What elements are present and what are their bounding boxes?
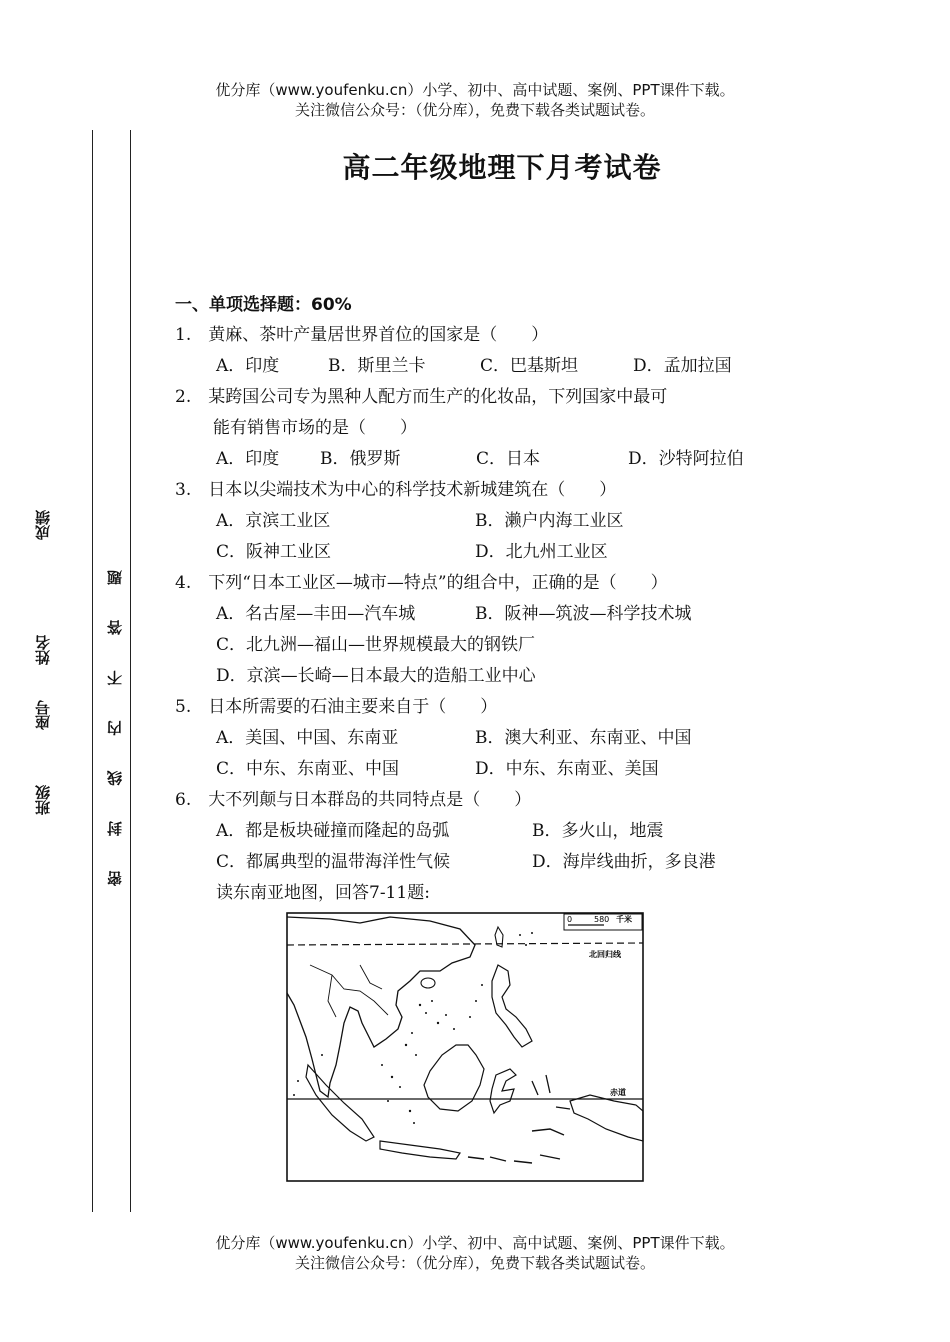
header-line-1: 优分库（www.youfenku.cn）小学、初中、高中试题、案例、PPT课件下载。 [215, 81, 735, 99]
q1-option-a: A．印度 [216, 356, 280, 376]
q6-option-c: C．都属典型的温带海洋性气候 [216, 852, 451, 872]
class-field: 班级 [34, 785, 52, 815]
q2-option-a: A．印度 [216, 449, 280, 469]
footer-line-2: 关注微信公众号：（优分库），免费下载各类试题试卷。 [294, 1254, 655, 1272]
q1-option-d: D．孟加拉国 [633, 356, 732, 376]
q4-option-b: B．阪神—筑波—科学技术城 [475, 604, 692, 624]
southeast-asia-map [270, 905, 646, 1185]
q3-option-c: C．阪神工业区 [216, 542, 332, 562]
q1-option-c: C．巴基斯坦 [480, 356, 579, 376]
q2-option-c: C．日本 [476, 449, 541, 469]
q4-option-a: A．名古屋—丰田—汽车城 [216, 604, 416, 624]
scale-zero: 0 [567, 915, 573, 924]
binding-line-inner [130, 130, 131, 1212]
q2-stem: 2. 某跨国公司专为黑种人配方而生产的化妆品，下列国家中最可 [175, 387, 668, 407]
q6-option-a: A．都是板块碰撞而隆起的岛弧 [216, 821, 450, 841]
q6-stem: 6. 大不列颠与日本群岛的共同特点是（ ） [175, 790, 532, 810]
q4-stem: 4. 下列“日本工业区—城市—特点”的组合中，正确的是（ ） [175, 573, 668, 593]
q6-option-b: B．多火山，地震 [532, 821, 664, 841]
q2-option-b: B．俄罗斯 [320, 449, 401, 469]
q6-option-d: D．海岸线曲折，多良港 [532, 852, 716, 872]
q1-stem: 1. 黄麻、茶叶产量居世界首位的国家是（ ） [175, 325, 549, 345]
score-field: 成绩 [34, 510, 52, 540]
equator-label: 赤道 [610, 1088, 626, 1097]
q5-option-c: C．中东、东南亚、中国 [216, 759, 400, 779]
page-header [0, 80, 950, 120]
tropic-label: 北回归线 [589, 950, 621, 959]
scale-value: 580 [594, 915, 610, 924]
seat-field: 座号 [34, 700, 52, 730]
q5-option-b: B．澳大利亚、东南亚、中国 [475, 728, 692, 748]
section-heading: 一、单项选择题：60% [175, 295, 352, 315]
q2-option-d: D．沙特阿拉伯 [628, 449, 744, 469]
q4-option-c: C．北九洲—福山—世界规模最大的钢铁厂 [216, 635, 536, 655]
scale-unit: 千米 [616, 915, 632, 924]
q3-option-d: D．北九州工业区 [475, 542, 608, 562]
page-title: 高二年级地理下月考试卷 [342, 151, 662, 184]
q2-stem-cont: 能有销售市场的是（ ） [213, 418, 417, 438]
name-field: 姓名 [34, 635, 52, 665]
footer-line-1: 优分库（www.youfenku.cn）小学、初中、高中试题、案例、PPT课件下载。 [215, 1234, 735, 1252]
header-line-2: 关注微信公众号：（优分库），免费下载各类试题试卷。 [294, 101, 655, 119]
q3-option-b: B．濑户内海工业区 [475, 511, 624, 531]
q3-stem: 3. 日本以尖端技术为中心的科学技术新城建筑在（ ） [175, 480, 617, 500]
q5-option-a: A．美国、中国、东南亚 [216, 728, 399, 748]
page-footer [0, 1233, 950, 1273]
q5-option-d: D．中东、东南亚、美国 [475, 759, 659, 779]
map-intro: 读东南亚地图，回答7-11题: [216, 883, 430, 903]
seal-notice: 密 封 线 内 不 答 题 [106, 555, 124, 887]
q3-option-a: A．京滨工业区 [216, 511, 331, 531]
binding-line-outer [92, 130, 93, 1212]
q4-option-d: D．京滨—长崎—日本最大的造船工业中心 [216, 666, 536, 686]
q1-option-b: B．斯里兰卡 [328, 356, 426, 376]
q5-stem: 5. 日本所需要的石油主要来自于（ ） [175, 697, 498, 717]
